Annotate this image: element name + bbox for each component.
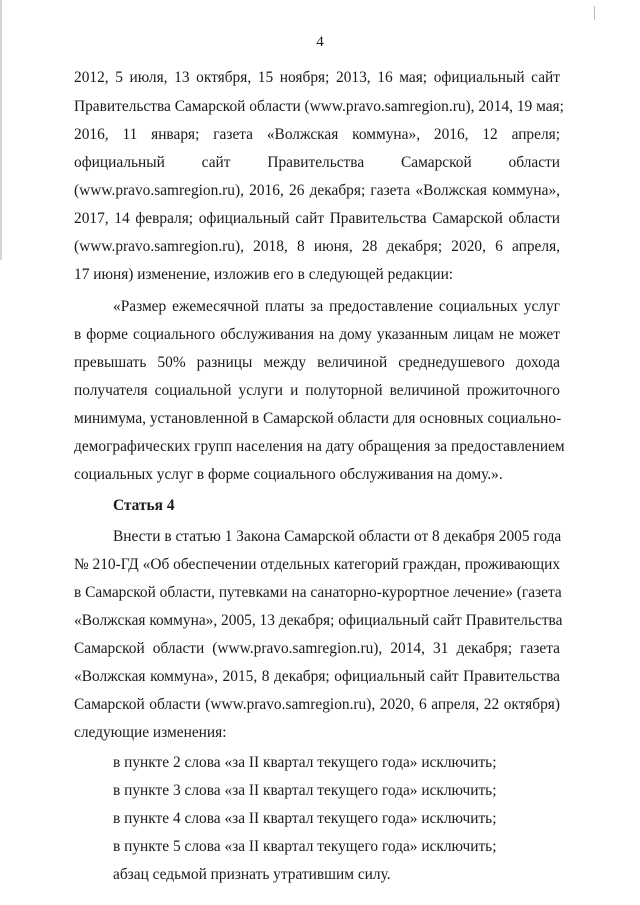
text-line: «Волжская коммуна», 2015, 8 декабря; официальный сайт Правительства xyxy=(74,668,560,685)
quote-line: демографических групп населения на дату обращения за предоставлением xyxy=(74,438,565,455)
text-line: в Самарской области, путевками на санаторно-курортное лечение» (газета xyxy=(74,584,562,601)
text-line: Внести в статью 1 Закона Самарской области от 8 декабря 2005 года xyxy=(113,528,562,545)
article-heading: Статья 4 xyxy=(113,497,175,514)
quote-line: минимума, установленной в Самарской области для основных социально- xyxy=(74,410,562,427)
text-line: (www.pravo.samregion.ru), 2018, 8 июня, 28 декабря; 2020, 6 апреля, xyxy=(74,238,560,255)
text-line: Самарской области (www.pravo.samregion.ru), 2020, 6 апреля, 22 октября) xyxy=(74,696,560,713)
text-line: 2016, 11 января; газета «Волжская коммуна», 2016, 12 апреля; xyxy=(74,126,560,143)
text-line: официальный сайт Правительства Самарской области xyxy=(74,154,560,171)
list-item: в пункте 3 слова «за II квартал текущего года» исключить; xyxy=(113,782,497,799)
page-number: 4 xyxy=(316,34,324,50)
text-line: Правительства Самарской области (www.pravo.samregion.ru), 2014, 19 мая; xyxy=(74,98,564,115)
text-line: «Волжская коммуна», 2005, 13 декабря; официальный сайт Правительства xyxy=(74,612,563,629)
quote-line: в форме социального обслуживания на дому указанным лицам не может xyxy=(74,326,560,343)
quote-line: превышать 50% разницы между величиной среднедушевого дохода xyxy=(74,354,560,371)
quote-line: «Размер ежемесячной платы за предоставление социальных услуг xyxy=(113,298,560,315)
quote-line: получателя социальной услуги и полуторной величиной прожиточного xyxy=(74,382,560,399)
list-item: в пункте 5 слова «за II квартал текущего года» исключить; xyxy=(113,838,497,855)
scan-artifact-mark xyxy=(594,6,595,20)
text-line: 2012, 5 июля, 13 октября, 15 ноября; 2013, 16 мая; официальный сайт xyxy=(74,69,560,86)
text-line: № 210-ГД «Об обеспечении отдельных категорий граждан, проживающих xyxy=(74,556,561,573)
text-line: 2017, 14 февраля; официальный сайт Правительства Самарской области xyxy=(74,210,560,227)
list-item: в пункте 2 слова «за II квартал текущего года» исключить; xyxy=(113,754,497,771)
text-line: Самарской области (www.pravo.samregion.ru), 2014, 31 декабря; газета xyxy=(74,640,560,657)
quote-line: социальных услуг в форме социального обслуживания на дому.». xyxy=(74,466,503,483)
list-item: абзац седьмой признать утратившим силу. xyxy=(113,866,391,883)
list-item: в пункте 4 слова «за II квартал текущего года» исключить; xyxy=(113,810,497,827)
text-line: 17 июня) изменение, изложив его в следующей редакции: xyxy=(74,266,454,283)
text-line: (www.pravo.samregion.ru), 2016, 26 декабря; газета «Волжская коммуна», xyxy=(74,182,560,199)
text-line: следующие изменения: xyxy=(74,724,227,741)
